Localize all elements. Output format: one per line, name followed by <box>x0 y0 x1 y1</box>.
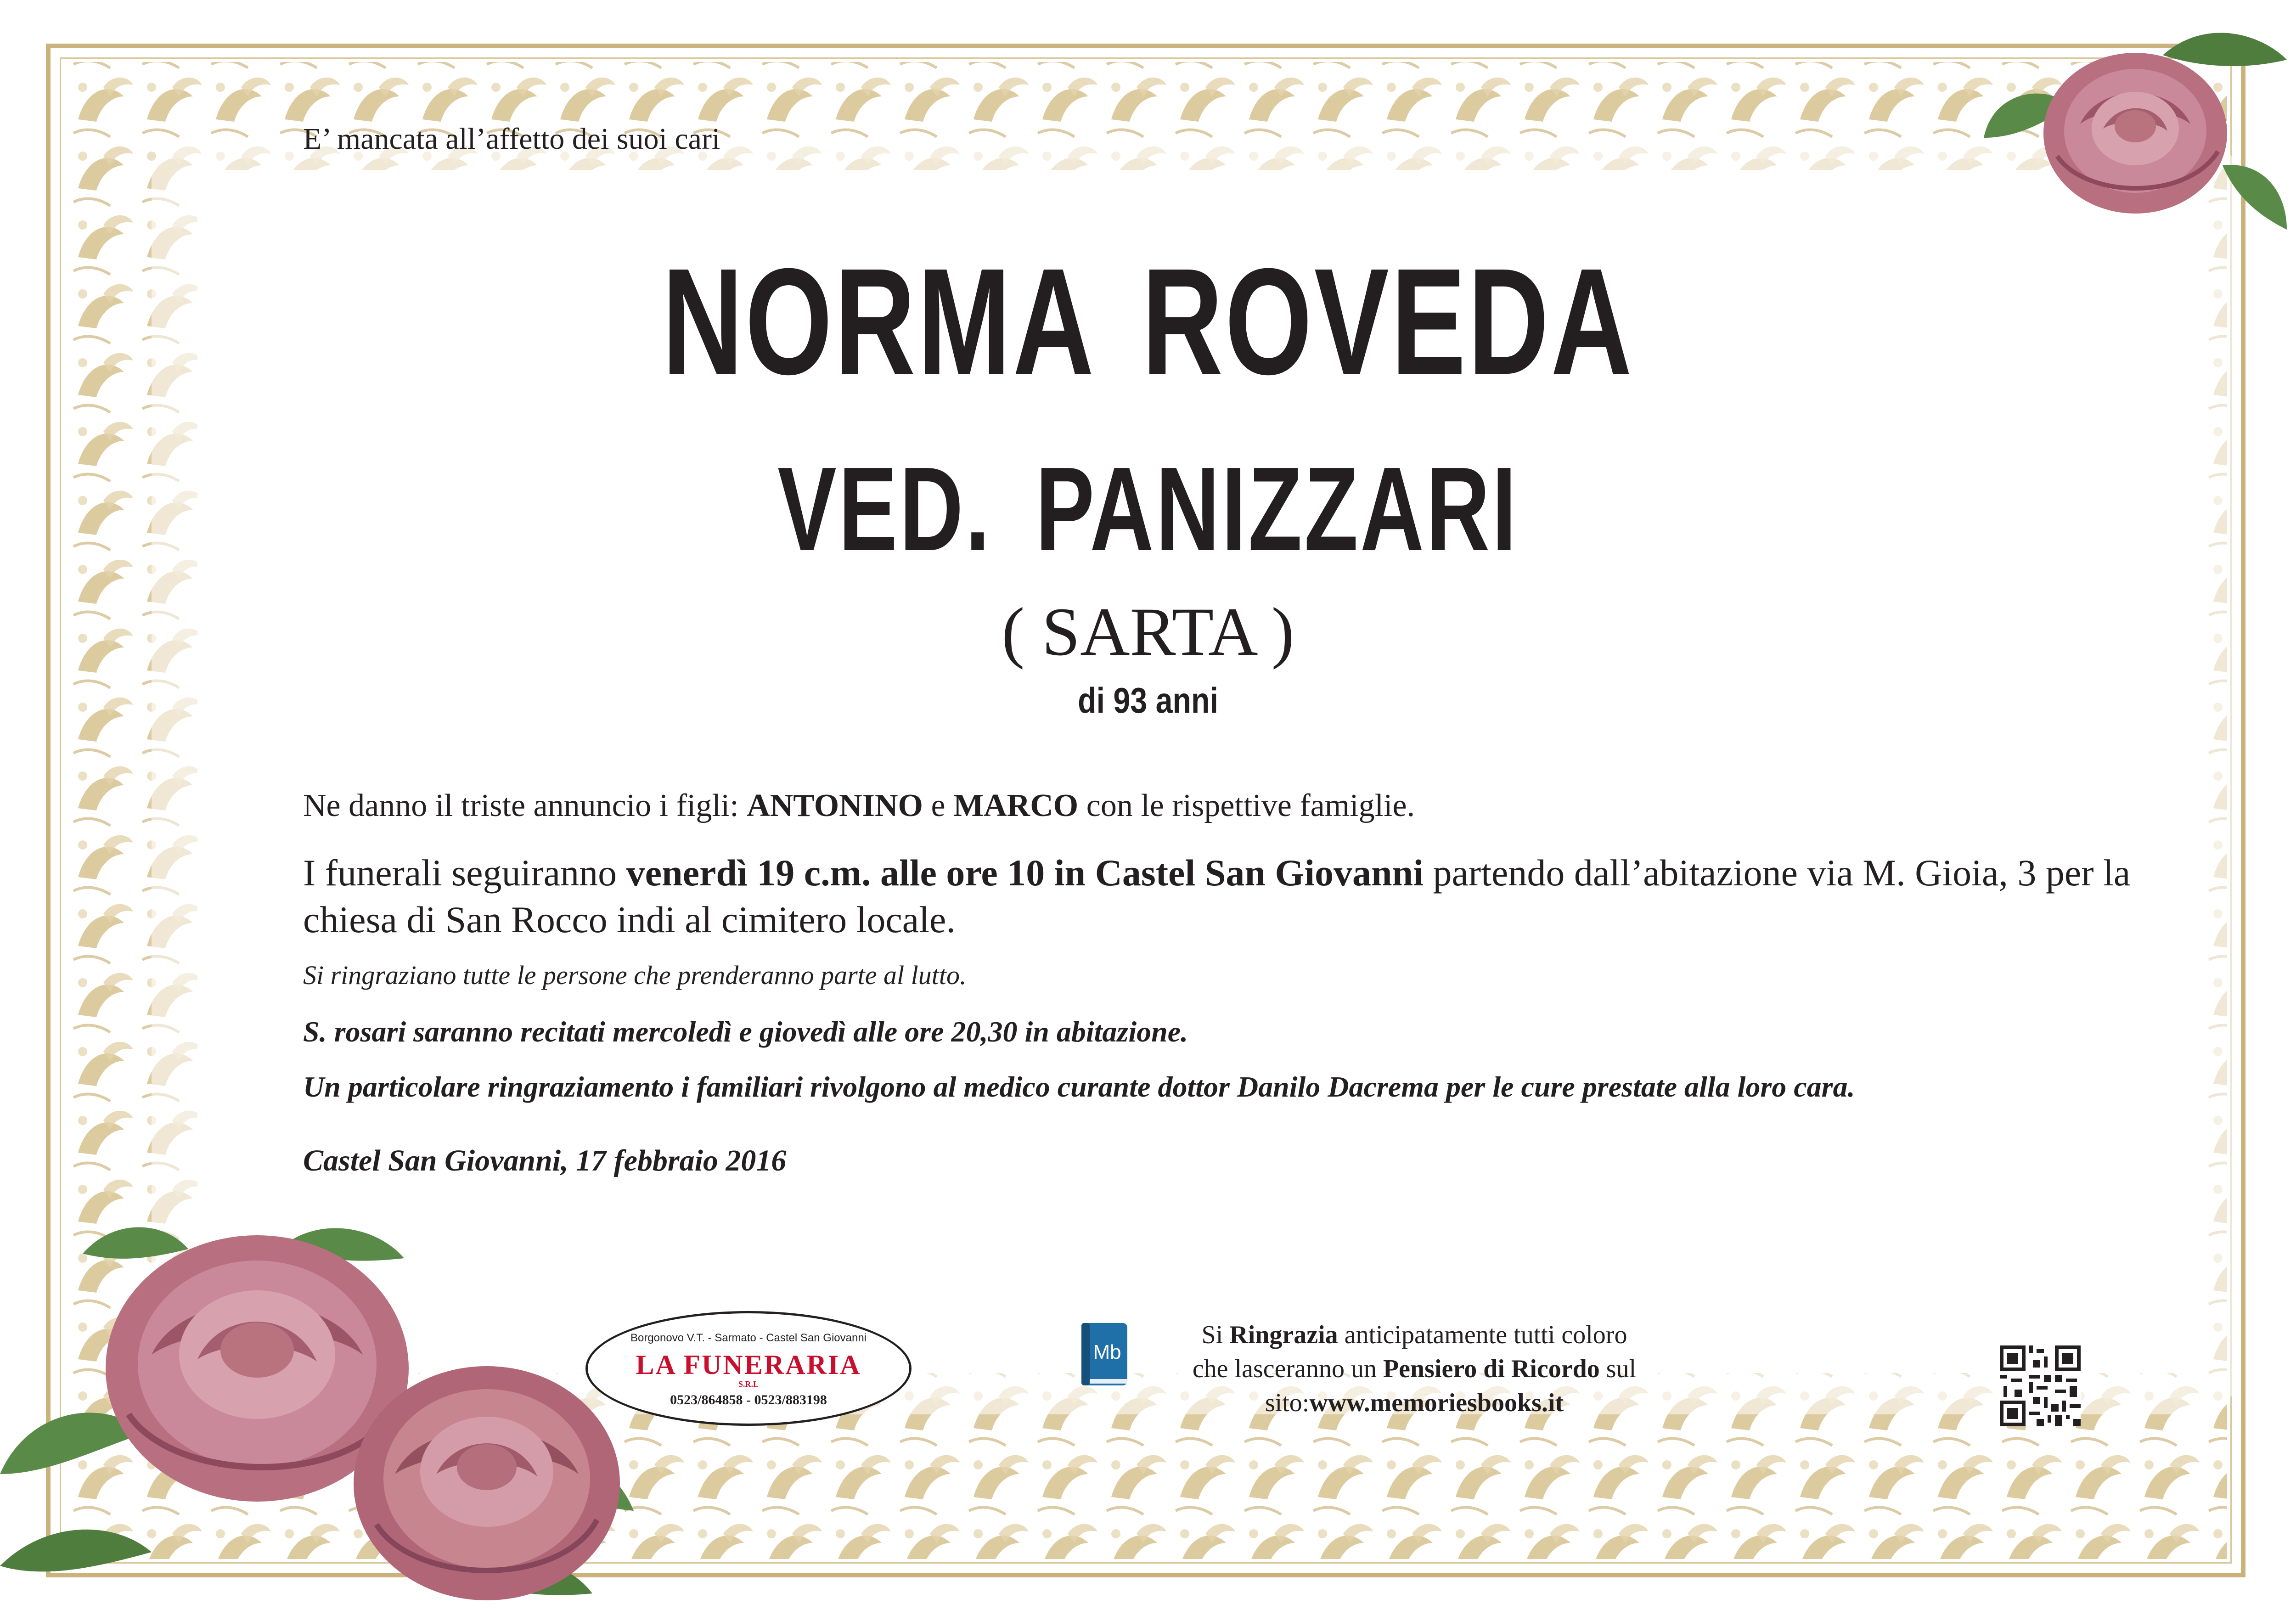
funeral-home-phones: 0523/864858 - 0523/883198 <box>670 1392 827 1407</box>
qr-code-icon[interactable] <box>2000 1345 2081 1426</box>
deceased-name: NORMA ROVEDA <box>662 236 1634 406</box>
memoriesbooks-thanks <box>1139 1318 1690 1420</box>
funeral-home-name: LA FUNERARIA <box>636 1350 861 1380</box>
child-name-2: MARCO <box>953 788 1079 823</box>
funeral-date-place: venerdì 19 c.m. alle ore 10 in Castel San Giovanni <box>626 852 1424 894</box>
thanks-line-1: Si Ringrazia anticipatamente tutti coloro <box>1201 1321 1627 1349</box>
memoriesbooks-link[interactable]: www.memoriesbooks.it <box>1309 1389 1564 1417</box>
doctor-thanks: Un particolare ringraziamento i familiari rivolgono al medico curante dottor Danilo Dacrema per le cure prestate alla loro cara. <box>303 1070 1855 1103</box>
thanks-line-3: sito:www.memoriesbooks.it <box>1265 1389 1564 1417</box>
funeral-details: I funerali seguiranno venerdì 19 c.m. alle ore 10 in Castel San Giovanni partendo dall’abitazione via M. Gioia, 3 per la chiesa di San Rocco indi al cimitero locale. <box>303 852 2131 940</box>
rosary-info: S. rosari saranno recitati mercoledì e giovedì alle ore 20,30 in abitazione. <box>303 1015 1188 1048</box>
svg-text:Mb: Mb <box>1093 1341 1121 1363</box>
thanks-line-2: che lasceranno un Pensiero di Ricordo sul <box>1192 1355 1637 1383</box>
funeral-home-logo <box>585 1311 912 1426</box>
age: di 93 anni <box>1078 680 1218 720</box>
thanks-attendees: Si ringraziano tutte le persone che prenderanno parte al lutto. <box>303 960 967 990</box>
funeral-home-towns: Borgonovo V.T. - Sarmato - Castel San Giovanni <box>630 1332 867 1344</box>
memoriesbooks-book-icon <box>1077 1320 1131 1389</box>
child-name-1: ANTONINO <box>747 788 923 823</box>
rose-top-right-illustration <box>1965 0 2296 248</box>
children-announcement: Ne danno il triste annuncio i figli: ANTONINO e MARCO con le rispettive famiglie. <box>303 788 1415 823</box>
profession: ( SARTA ) <box>1002 594 1294 670</box>
intro-text: E’ mancata all’affetto dei suoi cari <box>303 122 720 156</box>
funeral-home-suffix: S.R.L <box>738 1379 759 1389</box>
deceased-married-name: VED. PANIZZARI <box>777 443 1519 576</box>
roses-bottom-left-illustration <box>0 1217 652 1621</box>
place-and-date: Castel San Giovanni, 17 febbraio 2016 <box>303 1144 787 1177</box>
